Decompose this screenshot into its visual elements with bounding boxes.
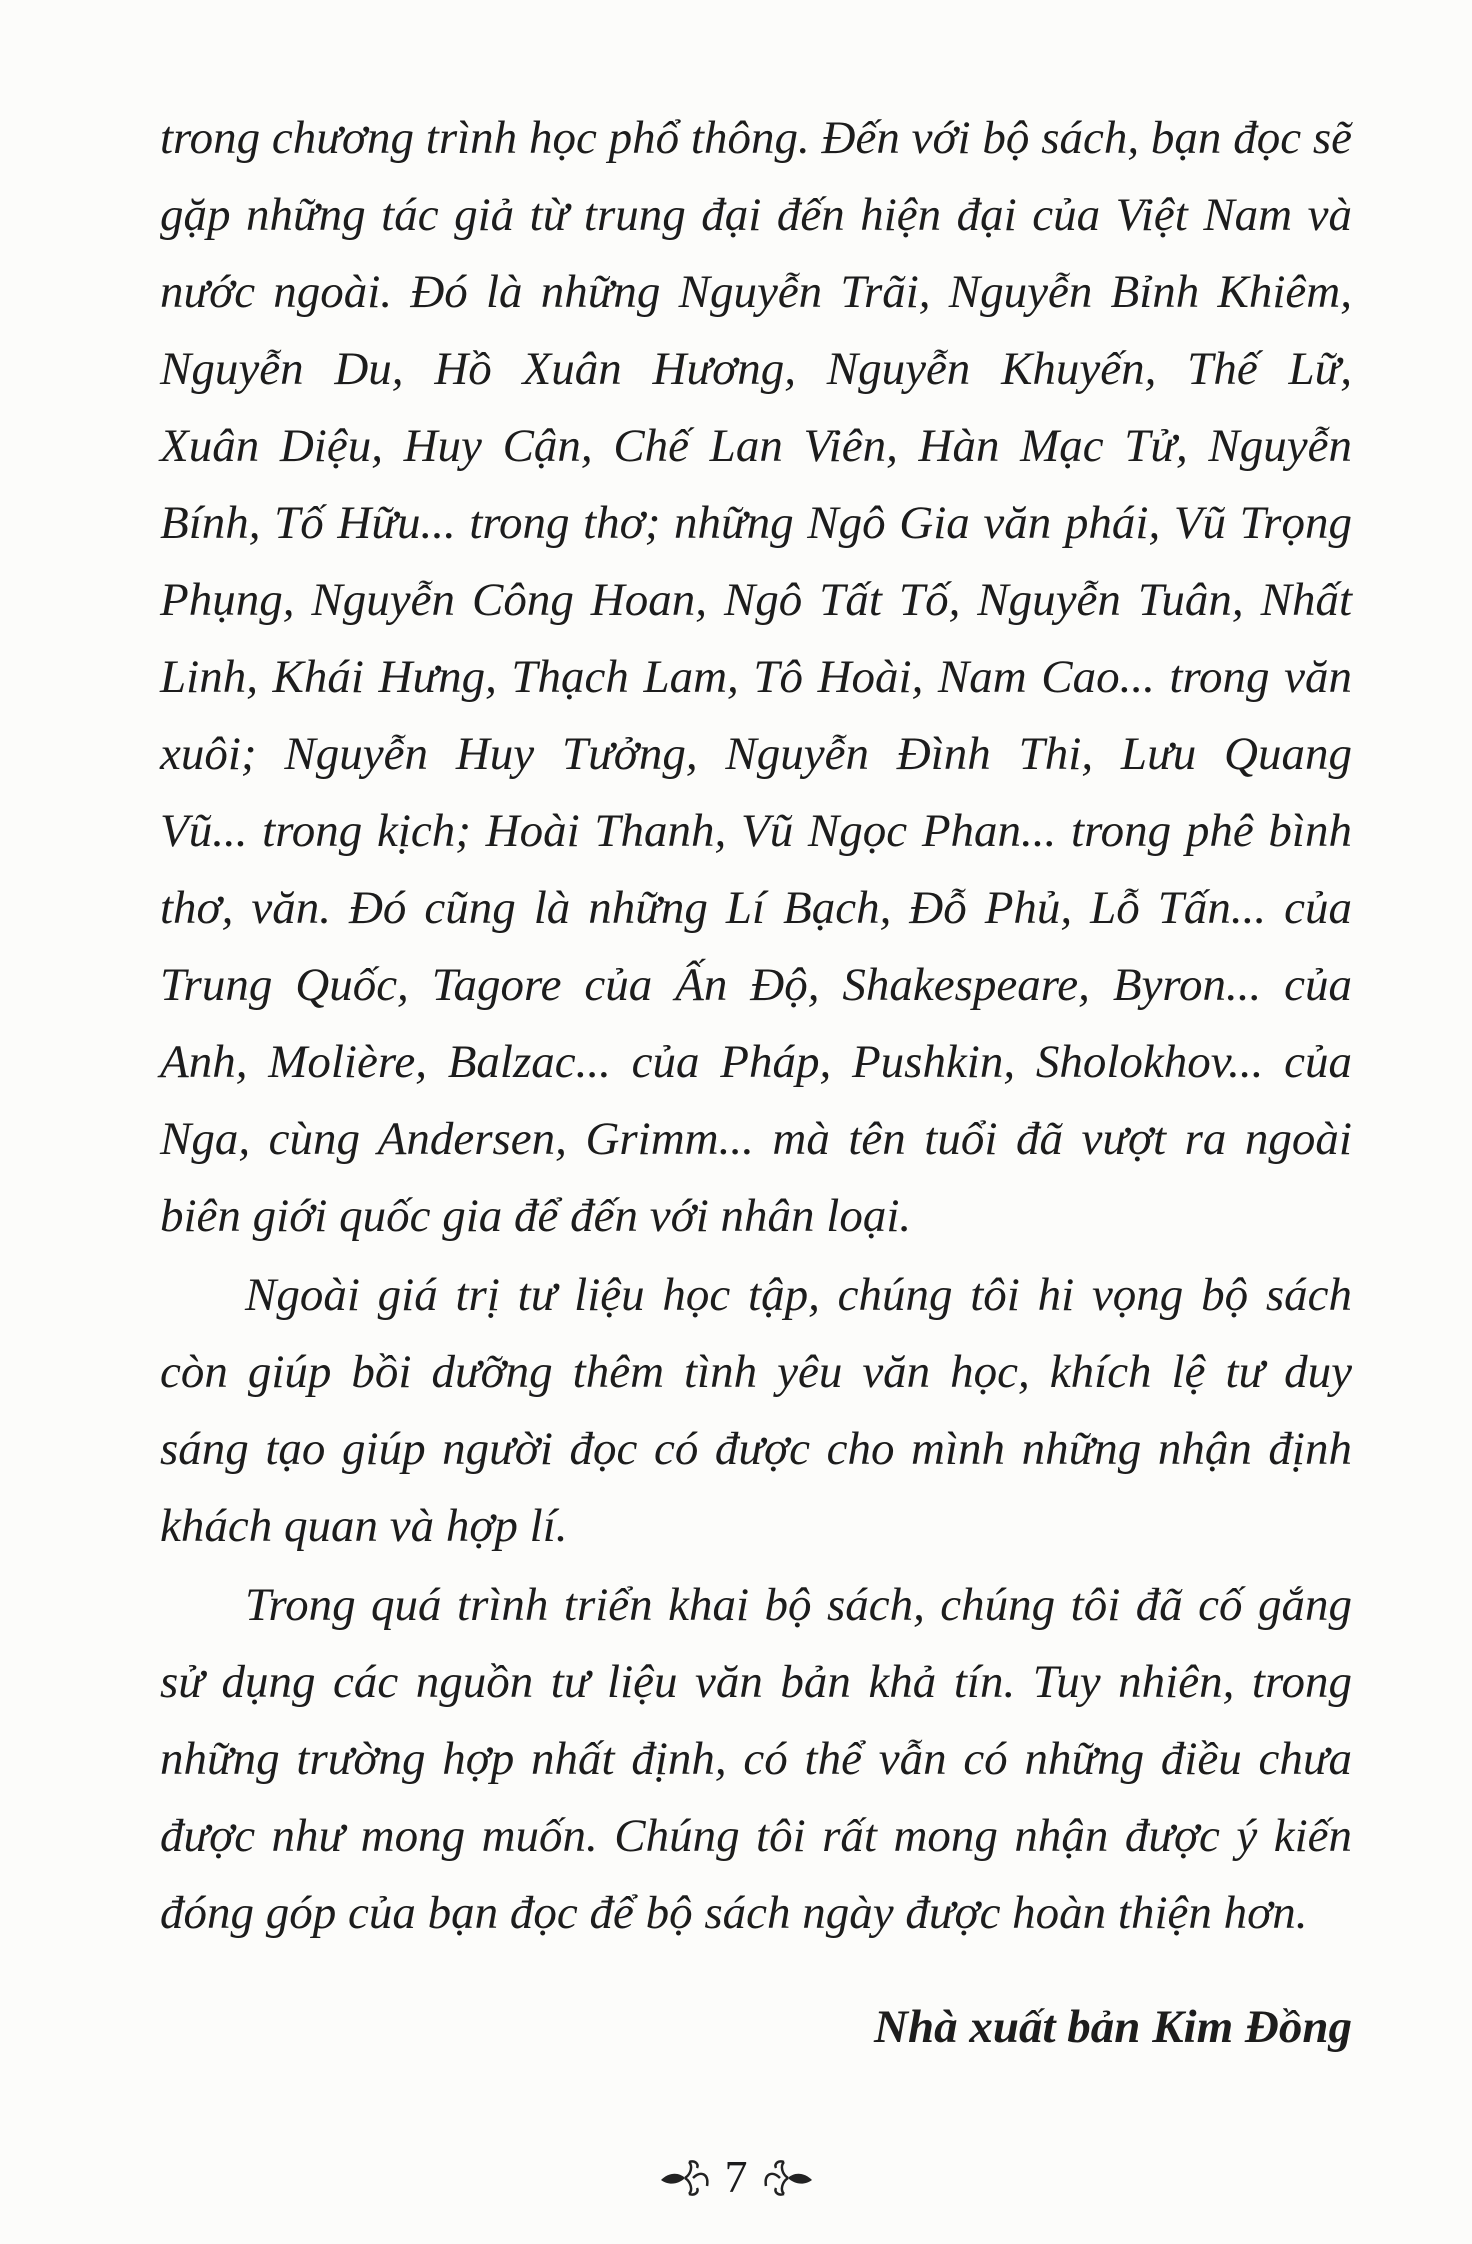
page-footer (0, 2150, 1472, 2203)
text-line: Bính, Tố Hữu... trong thơ; những Ngô Gia văn phái, Vũ Trọng (160, 497, 1352, 549)
text-line: xuôi; Nguyễn Huy Tưởng, Nguyễn Đình Thi, Lưu Quang (160, 728, 1352, 780)
text-line: nước ngoài. Đó là những Nguyễn Trãi, Nguyễn Bỉnh Khiêm, (160, 266, 1352, 318)
paragraph (160, 1567, 1352, 1952)
text-line: Xuân Diệu, Huy Cận, Chế Lan Viên, Hàn Mạc Tử, Nguyễn (160, 420, 1352, 472)
body-text (160, 100, 1352, 1954)
text-line: Nguyễn Du, Hồ Xuân Hương, Nguyễn Khuyến, Thế Lữ, (160, 343, 1352, 395)
page-number: 7 (724, 2151, 748, 2202)
text-line: còn giúp bồi dưỡng thêm tình yêu văn học, khích lệ tư duy (160, 1346, 1352, 1398)
text-line: Vũ... trong kịch; Hoài Thanh, Vũ Ngọc Phan... trong phê bình (160, 805, 1352, 857)
text-line: Trong quá trình triển khai bộ sách, chúng tôi đã cố gắng (245, 1579, 1352, 1631)
text-line: được như mong muốn. Chúng tôi rất mong nhận được ý kiến (160, 1810, 1352, 1862)
text-line: Anh, Molière, Balzac... của Pháp, Pushkin, Sholokhov... của (160, 1036, 1352, 1088)
text-line: khách quan và hợp lí. (160, 1500, 568, 1552)
text-line: sáng tạo giúp người đọc có được cho mình những nhận định (160, 1423, 1352, 1475)
text-line: Ngoài giá trị tư liệu học tập, chúng tôi hi vọng bộ sách (245, 1269, 1352, 1321)
text-line: trong chương trình học phổ thông. Đến với bộ sách, bạn đọc sẽ (160, 112, 1352, 164)
left-ornament-icon (659, 2156, 715, 2198)
text-line: Linh, Khái Hưng, Thạch Lam, Tô Hoài, Nam Cao... trong văn (160, 651, 1352, 703)
text-line: đóng góp của bạn đọc để bộ sách ngày được hoàn thiện hơn. (160, 1887, 1308, 1939)
text-line: biên giới quốc gia để đến với nhân loại. (160, 1190, 912, 1242)
text-line: Phụng, Nguyễn Công Hoan, Ngô Tất Tố, Nguyễn Tuân, Nhất (160, 574, 1352, 626)
right-ornament-icon (758, 2156, 814, 2198)
text-line: những trường hợp nhất định, có thể vẫn có những điều chưa (160, 1733, 1352, 1785)
text-line: gặp những tác giả từ trung đại đến hiện đại của Việt Nam và (160, 189, 1352, 241)
text-line: Trung Quốc, Tagore của Ấn Độ, Shakespeare, Byron... của (160, 959, 1352, 1011)
text-line: sử dụng các nguồn tư liệu văn bản khả tín. Tuy nhiên, trong (160, 1656, 1352, 1708)
paragraph (160, 100, 1352, 1255)
text-line: Nga, cùng Andersen, Grimm... mà tên tuổi đã vượt ra ngoài (160, 1113, 1352, 1165)
text-line: thơ, văn. Đó cũng là những Lí Bạch, Đỗ Phủ, Lỗ Tấn... của (160, 882, 1352, 934)
paragraph (160, 1257, 1352, 1565)
publisher-signature: Nhà xuất bản Kim Đồng (874, 2001, 1352, 2053)
